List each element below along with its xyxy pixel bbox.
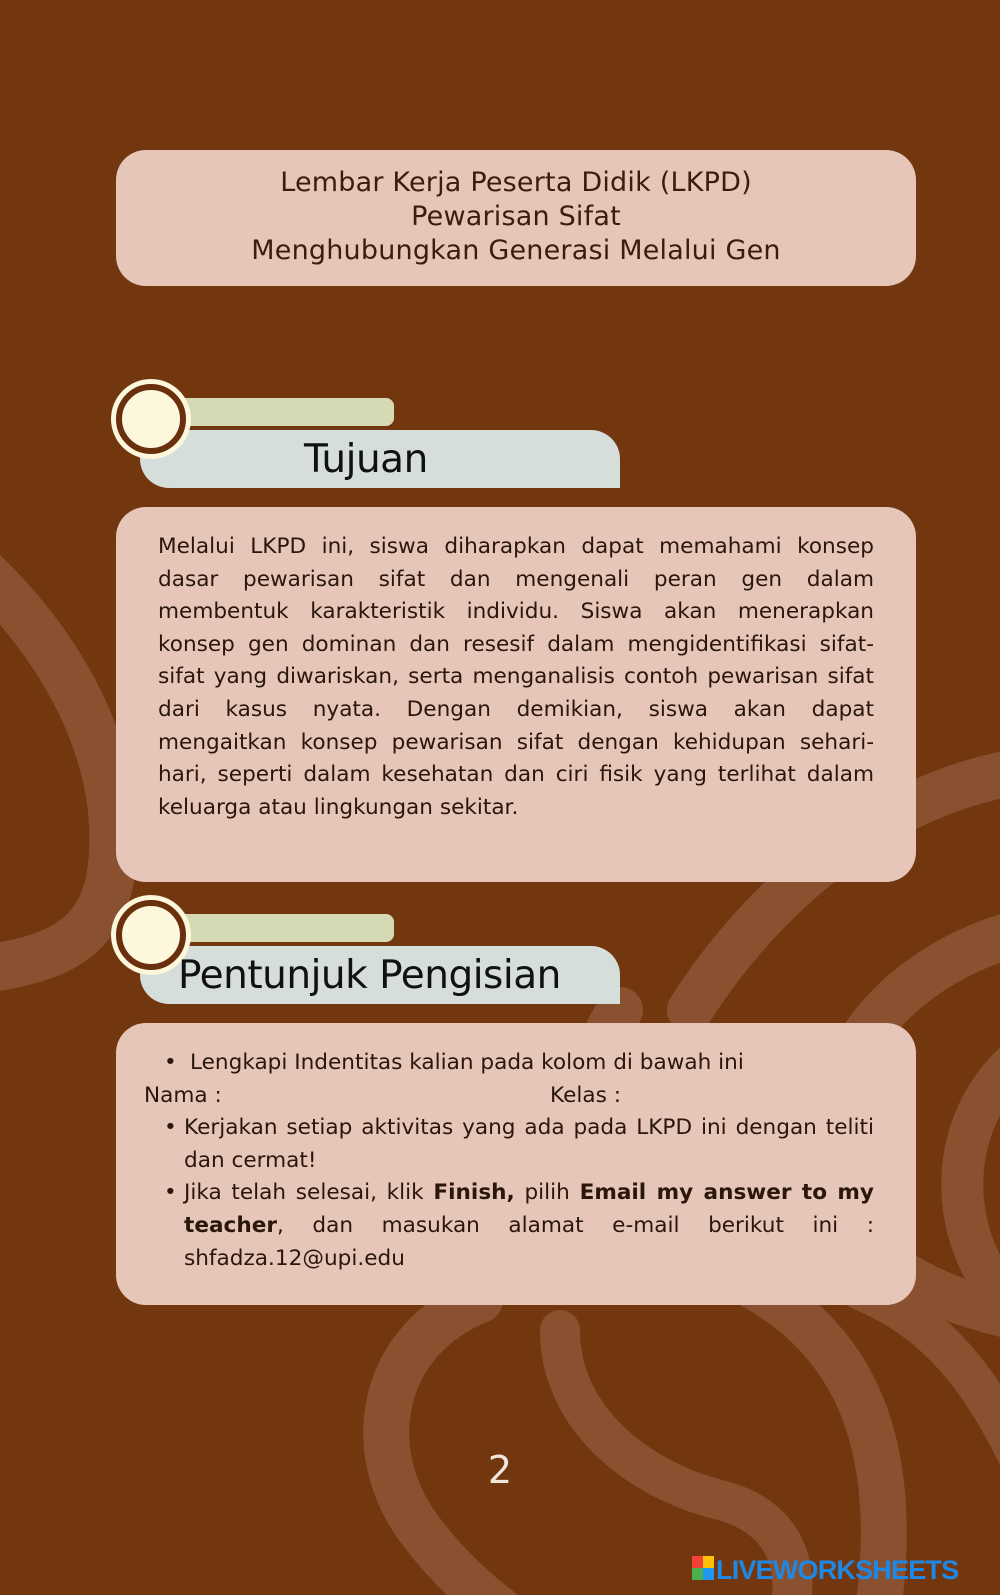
- header-circle-icon: [116, 900, 186, 970]
- header-circle-icon: [116, 384, 186, 454]
- kelas-label: Kelas :: [550, 1082, 621, 1108]
- instruction-finish-part1: Jika telah selesai, klik: [184, 1180, 434, 1206]
- bullet-icon: •: [164, 1115, 177, 1141]
- email-answer-keyword: Email my answer to my teacher: [184, 1180, 874, 1238]
- instruction-finish-part2: pilih: [514, 1180, 580, 1206]
- tujuan-heading: Tujuan: [304, 437, 428, 482]
- bullet-icon: •: [164, 1180, 177, 1206]
- liveworksheets-brand: [692, 1553, 992, 1587]
- identity-fields-row: [144, 1080, 874, 1113]
- header-accent-bar: [168, 398, 394, 426]
- nama-label: Nama :: [144, 1082, 222, 1108]
- instruction-work: Kerjakan setiap aktivitas yang ada pada LKPD ini dengan teliti dan cermat!: [184, 1115, 874, 1173]
- title-line-2: Pewarisan Sifat: [411, 201, 621, 232]
- petunjuk-section-header: [116, 900, 626, 1015]
- instruction-finish-part3: , dan masukan alamat e-mail berikut ini : shfadza.12@upi.edu: [184, 1212, 874, 1271]
- liveworksheets-logo-icon: [692, 1556, 714, 1580]
- title-card: [116, 150, 916, 286]
- tujuan-card: [116, 507, 916, 882]
- header-accent-bar: [168, 914, 394, 942]
- petunjuk-heading: Pentunjuk Pengisian: [178, 953, 561, 998]
- list-item: [158, 1177, 874, 1275]
- list-item: [158, 1112, 874, 1177]
- instruction-finish: [184, 1180, 874, 1270]
- tujuan-body: Melalui LKPD ini, siswa diharapkan dapat memahami konsep dasar pewarisan sifat dan mengenali peran gen dalam membentuk karakteristik individu. Siswa akan menerapkan konsep gen dominan dan resesif dalam mengidentifikasi sifat-sifat yang diwariskan, serta menganalisis contoh pewarisan sifat dari kasus nyata. Dengan demikian, siswa akan dapat mengaitkan konsep pewarisan sifat dengan kehidupan sehari-hari, seperti dalam kesehatan dan ciri fisik yang terlihat dalam keluarga atau lingkungan sekitar.: [158, 534, 874, 820]
- page-number: 2: [487, 1448, 513, 1492]
- petunjuk-card: [116, 1023, 916, 1305]
- instruction-identity: Lengkapi Indentitas kalian pada kolom di bawah ini: [190, 1050, 744, 1075]
- title-line-3: Menghubungkan Generasi Melalui Gen: [251, 235, 781, 266]
- title-line-1: Lembar Kerja Peserta Didik (LKPD): [280, 167, 752, 198]
- finish-keyword: Finish,: [433, 1180, 515, 1206]
- instructions-list: [144, 1047, 874, 1275]
- bullet-icon: •: [164, 1050, 177, 1075]
- liveworksheets-logo-text: LIVEWORKSHEETS: [716, 1555, 959, 1585]
- list-item: [158, 1047, 874, 1080]
- tujuan-section-header: [116, 384, 626, 499]
